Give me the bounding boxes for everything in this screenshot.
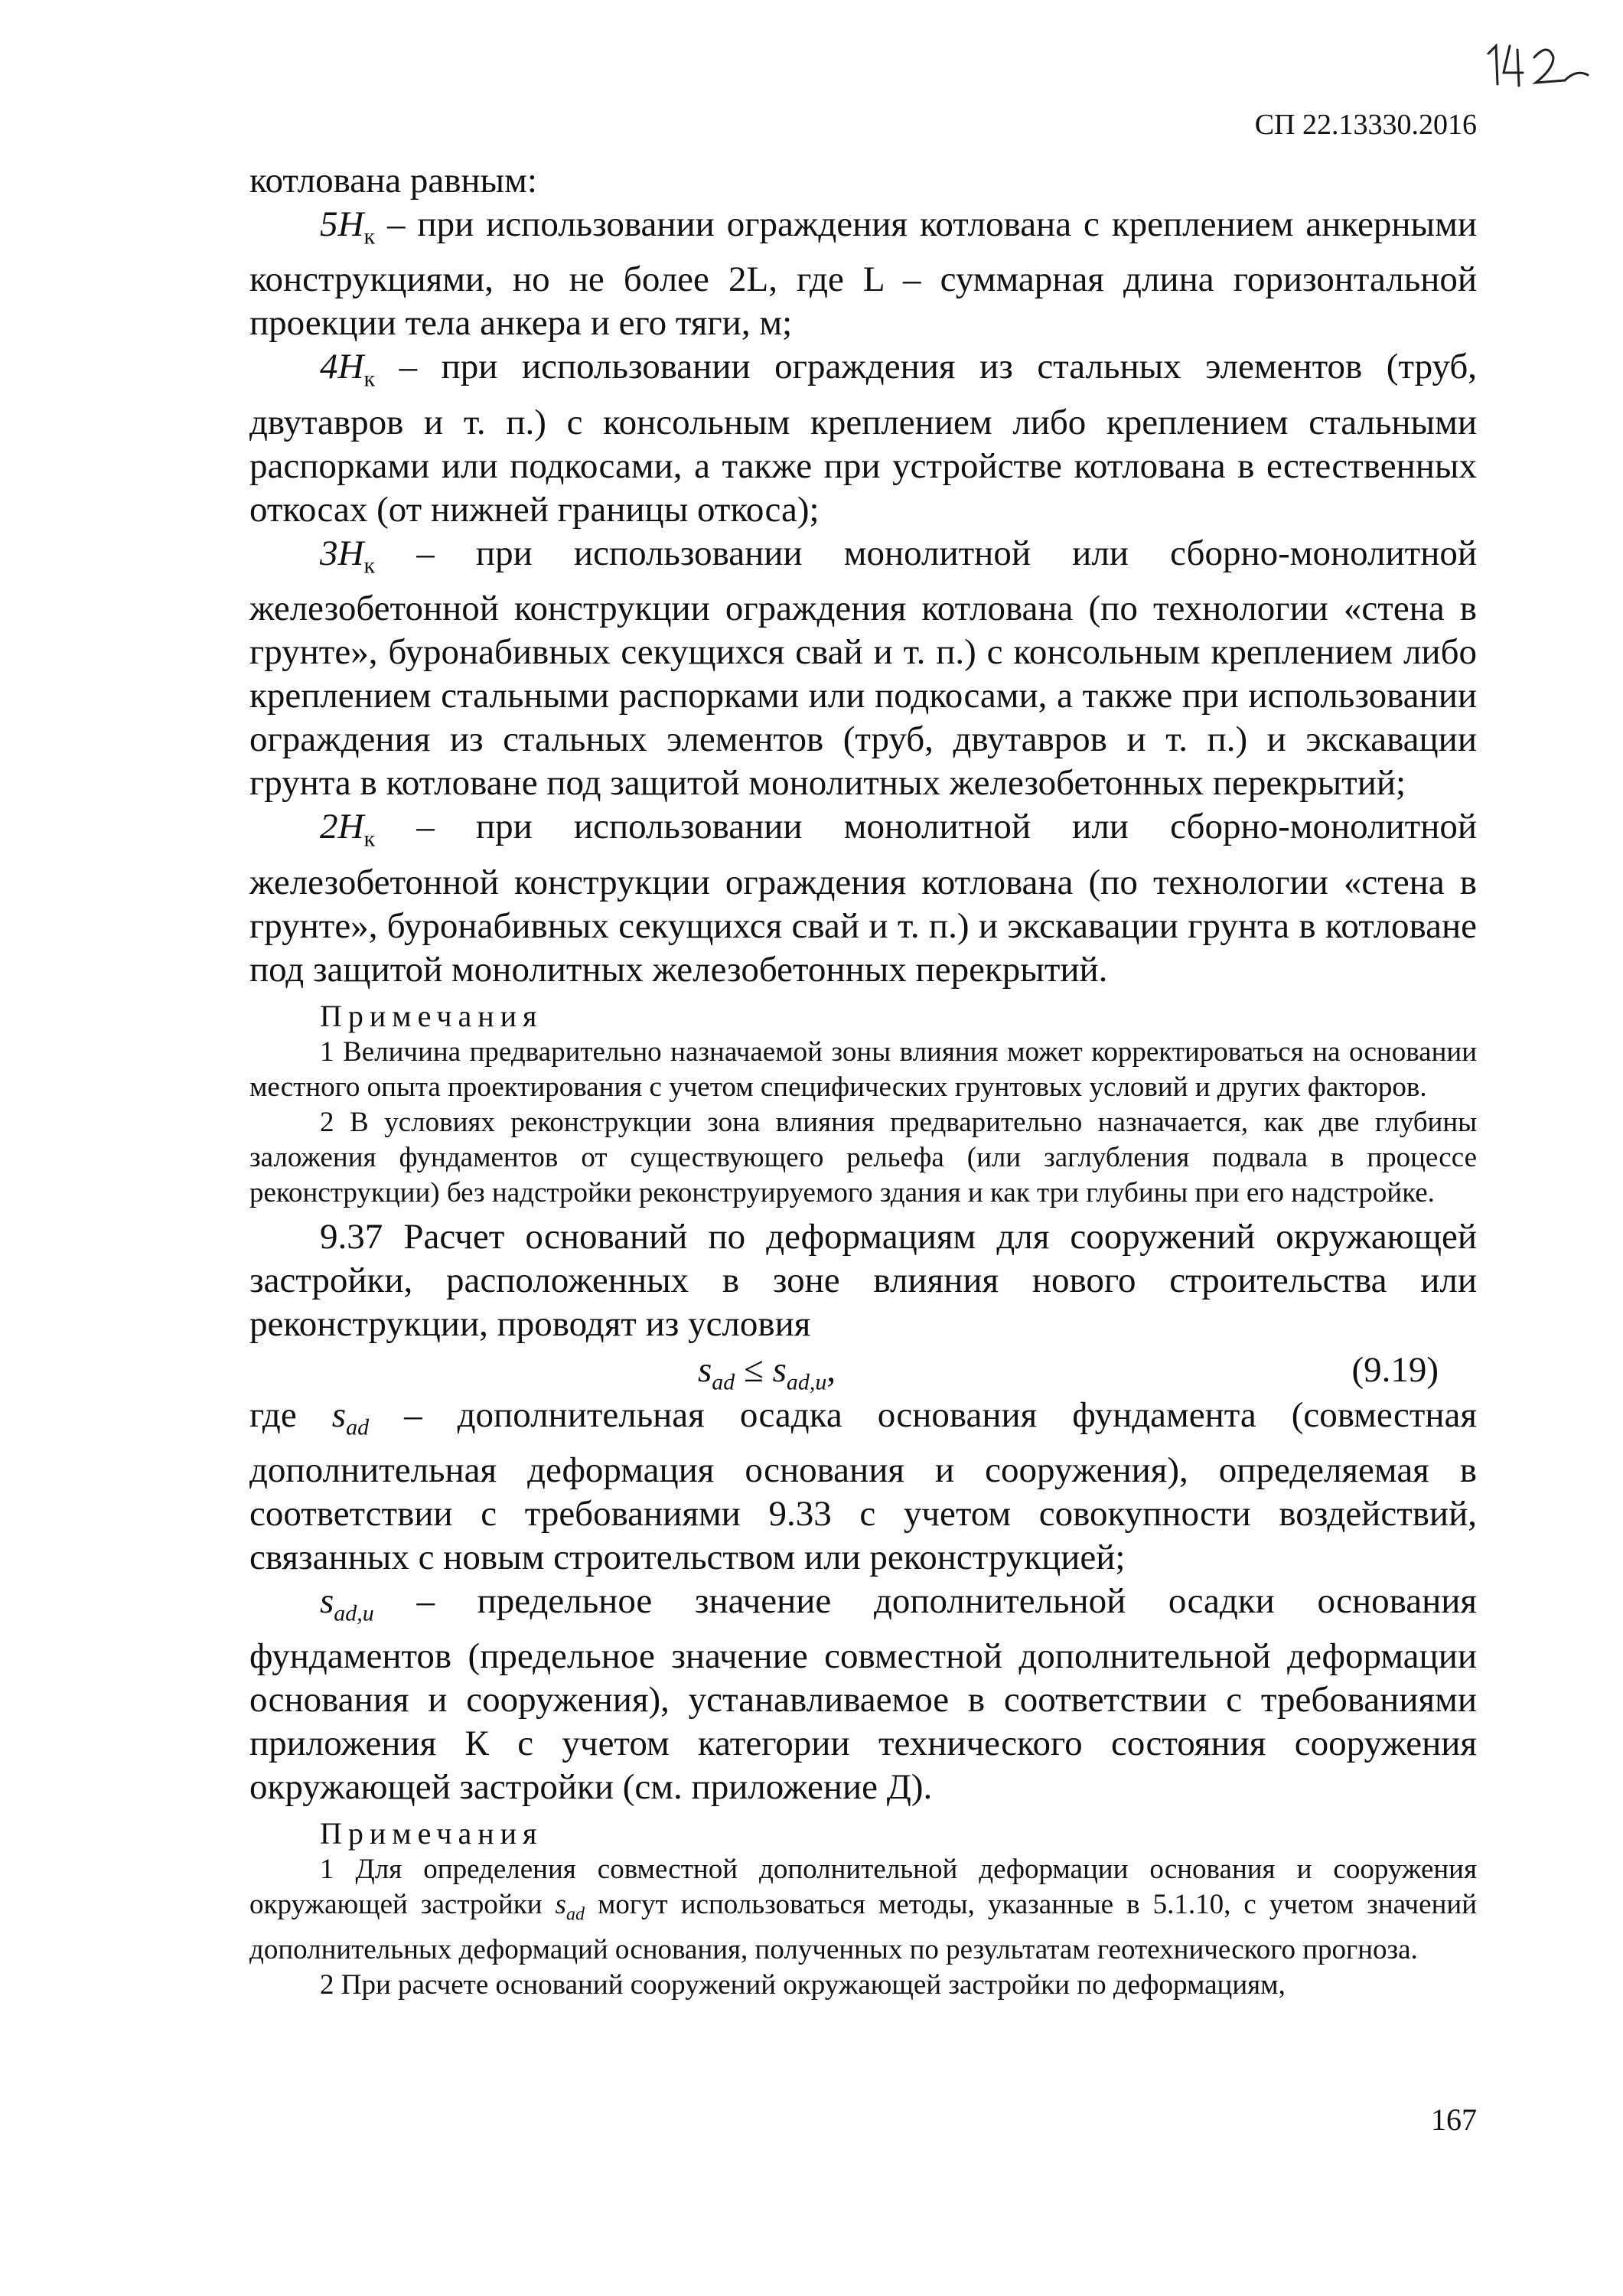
note-item: 2 В условиях реконструкции зона влияния предварительно назначается, как две глубины заложения фундаментов от существующего рельефа (или заглубления подвала в процессе реконструкции) без надстройки реконструируемого здания и как три глубины при его надстройке. — [249, 1106, 1477, 1208]
definition-s-ad-u: $s_{ad,u}$ – предельное значение дополнительной осадки основания фундаментов (предельное значение совместной дополнительной деформации основания и сооружения), устанавливаемое в соответствии с требованиями приложения К с учетом категории технического состояния сооружения окружающей застройки (см. приложение Д). — [249, 1580, 1477, 1808]
section-zone-of-influence — [249, 159, 1477, 992]
page-number: 167 — [1431, 2102, 1477, 2137]
handwritten-page-mark — [1481, 38, 1595, 92]
document-code: СП 22.13330.2016 — [1254, 109, 1477, 141]
page-content — [249, 159, 1477, 2003]
clause-9-37: 9.37 Расчет оснований по деформациям для сооружений окружающей застройки, расположенных в зоне влияния нового строительства или реконструкции, проводят из условия — [249, 1216, 1477, 1344]
formula-9-19 — [249, 1346, 1477, 1394]
notes-block — [249, 1035, 1477, 1211]
list-item: $4H_к$ – при использовании ограждения из стальных элементов (труб, двутавров и т. п.) с консольным креплением либо креплением стальными распорками или подкосами, а также при устройстве котлована в естественных откосах (от нижней границы откоса); — [249, 347, 1477, 530]
formula-expression: $s_{ad} \le s_{ad,u}$, — [698, 1349, 836, 1394]
notes-heading: Примечания — [320, 998, 543, 1033]
note-item: 2 При расчете оснований сооружений окружающей застройки по деформациям, — [320, 1968, 1286, 2001]
intro-line: котлована равным: — [249, 161, 537, 201]
section-9-37 — [249, 1215, 1477, 1810]
list-item: $2H_к$ – при использовании монолитной или сборно-монолитной железобетонной конструкции ограждения котлована (по технологии «стена в грунте», буронабивных секущихся свай и т. п.) и экскавации грунта в котловане под защитой монолитных железобетонных перекрытий. — [249, 807, 1477, 990]
note-item: 1 Величина предварительно назначаемой зоны влияния может корректироваться на основании местного опыта проектирования с учетом специфических грунтовых условий и других факторов. — [249, 1035, 1477, 1103]
equation-number: (9.19) — [1351, 1349, 1439, 1390]
note-item: 1 Для определения совместной дополнительной деформации основания и сооружения окружающей застройки $s_{ad}$ могут использоваться методы, указанные в 5.1.10, с учетом значений дополнительных деформаций основания, полученных по результатам геотехнического прогноза. — [249, 1854, 1477, 1965]
list-item: $5H_к$ – при использовании ограждения котлована с креплением анкерными конструкциями, но не более 2L, где L – суммарная длина горизонтальной проекции тела анкера и его тяги, м; — [249, 204, 1477, 344]
notes-block — [249, 1852, 1477, 2002]
list-item: $3H_к$ – при использовании монолитной или сборно-монолитной железобетонной конструкции ограждения котлована (по технологии «стена в грунте», буронабивных секущихся свай и т. п.) с консольным креплением либо креплением стальными распорками или подкосами, а также при использовании ограждения из стальных элементов (труб, двутавров и т. п.) и экскавации грунта в котловане под защитой монолитных железобетонных перекрытий; — [249, 533, 1477, 804]
definition-s-ad: где $s_{ad}$ – дополнительная осадка основания фундамента (совместная дополнительная деформация основания и сооружения), определяемая в соответствии с требованиями 9.33 с учетом совокупности воздействий, связанных с новым строительством или реконструкцией; — [249, 1394, 1477, 1577]
notes-heading: Примечания — [320, 1816, 543, 1851]
